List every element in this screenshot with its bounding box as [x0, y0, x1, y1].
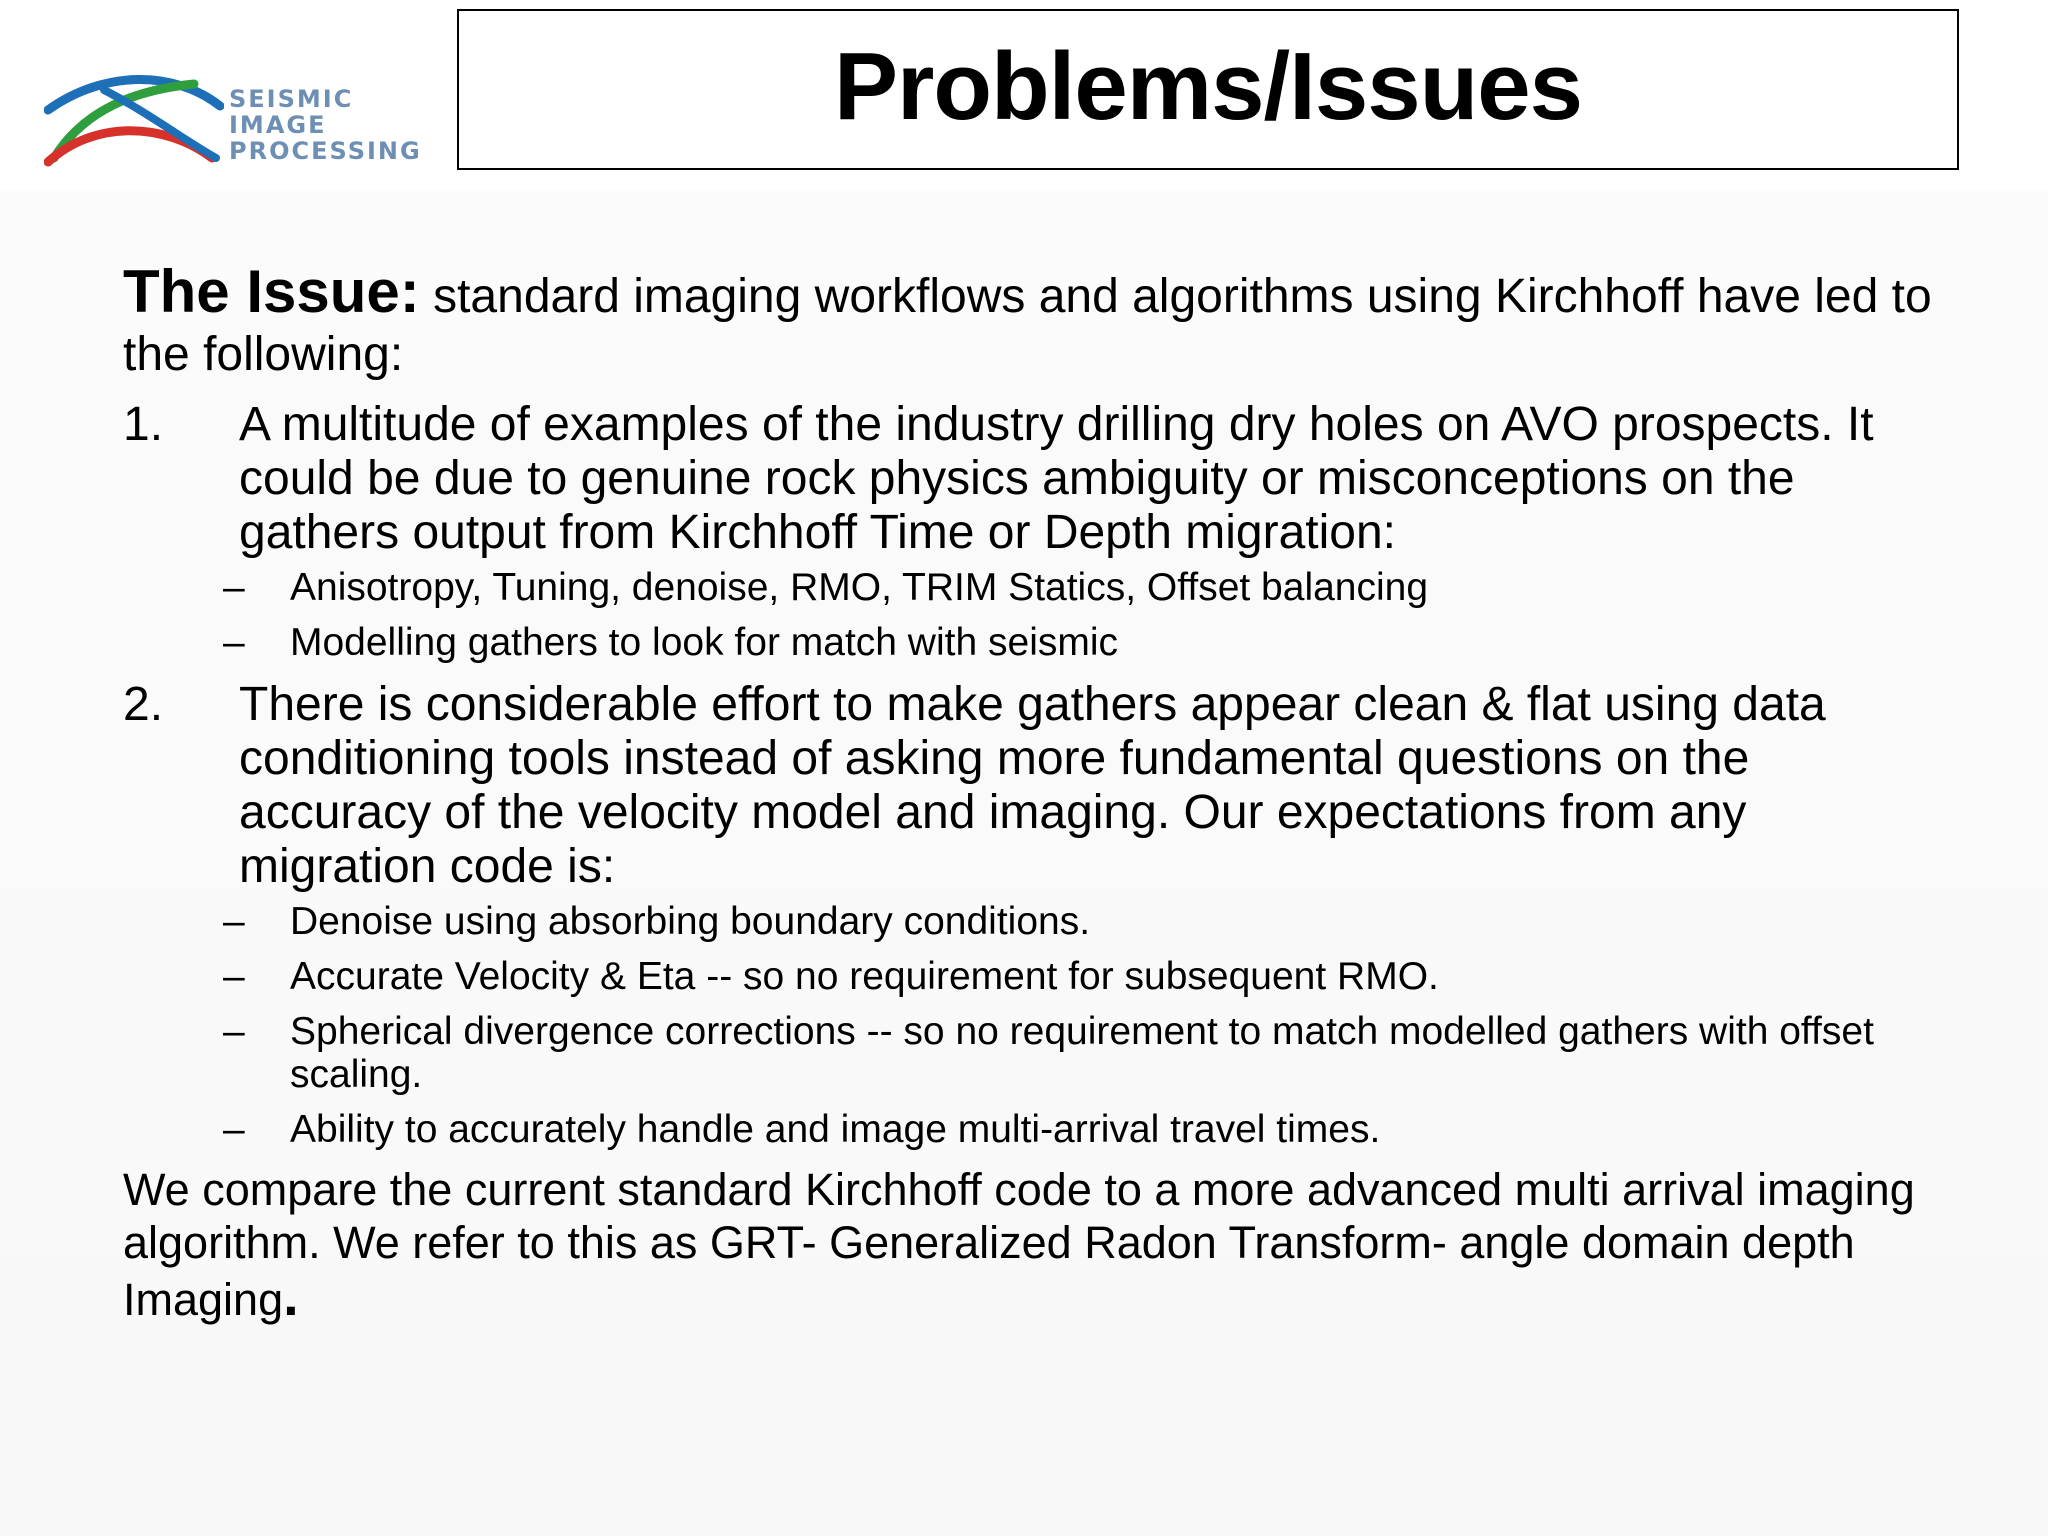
logo-line: IMAGE — [229, 111, 327, 139]
item-text: A multitude of examples of the industry drilling dry holes on AVO prospects. It could be due to genuine rock physics ambiguity or misconceptions on the gathers output from Kirchhoff Time or Depth migration: — [239, 398, 1874, 559]
sub-item-text: Accurate Velocity & Eta -- so no requirement for subsequent RMO. — [290, 955, 1439, 998]
slide-body — [123, 258, 1953, 1327]
logo-line: PROCESSING — [229, 137, 422, 165]
sub-item-text: Ability to accurately handle and image multi-arrival travel times. — [290, 1108, 1381, 1151]
logo-arc-icon — [44, 70, 224, 170]
sub-item-text: Spherical divergence corrections -- so no requirement to match modelled gathers with offset scaling. — [290, 1010, 1874, 1096]
sub-item-text: Anisotropy, Tuning, denoise, RMO, TRIM Statics, Offset balancing — [290, 566, 1429, 609]
seismic-image-processing-logo — [44, 70, 444, 170]
closing-dot: . — [283, 1264, 299, 1327]
closing-text: We compare the current standard Kirchhoff code to a more advanced multi arrival imaging algorithm. We refer to this as GRT- Generalized Radon Transform- angle domain depth Imaging — [123, 1164, 1915, 1325]
logo-line: SEISMIC — [229, 85, 354, 113]
sub-list — [123, 900, 1953, 1151]
numbered-item — [123, 398, 1953, 560]
closing-paragraph — [123, 1163, 1953, 1326]
item-number: 2. — [123, 678, 164, 731]
logo-text — [229, 86, 422, 164]
item-number: 1. — [123, 398, 164, 451]
sub-list — [123, 566, 1953, 664]
dash-bullet: – — [223, 621, 245, 664]
intro-lead: The Issue: — [123, 258, 420, 325]
item-text: There is considerable effort to make gathers appear clean & flat using data conditioning tools instead of asking more fundamental questions on the accuracy of the velocity model and imaging. Our expectations from any migration code is: — [239, 678, 1826, 893]
list-item — [123, 900, 1953, 943]
slide-title: Problems/Issues — [833, 32, 1583, 140]
dash-bullet: – — [223, 900, 245, 943]
dash-bullet: – — [223, 1108, 245, 1151]
sub-item-text: Denoise using absorbing boundary conditions. — [290, 900, 1091, 943]
intro-paragraph — [123, 258, 1953, 384]
dash-bullet: – — [223, 1010, 245, 1053]
dash-bullet: – — [223, 566, 245, 609]
dash-bullet: – — [223, 955, 245, 998]
intro-text: standard imaging workflows and algorithms using Kirchhoff have led to the following: — [123, 270, 1932, 381]
title-box — [457, 9, 1959, 170]
list-item — [123, 621, 1953, 664]
sub-item-text: Modelling gathers to look for match with seismic — [290, 621, 1119, 664]
list-item — [123, 1010, 1953, 1096]
list-item — [123, 955, 1953, 998]
list-item — [123, 1108, 1953, 1151]
numbered-item — [123, 678, 1953, 894]
list-item — [123, 566, 1953, 609]
